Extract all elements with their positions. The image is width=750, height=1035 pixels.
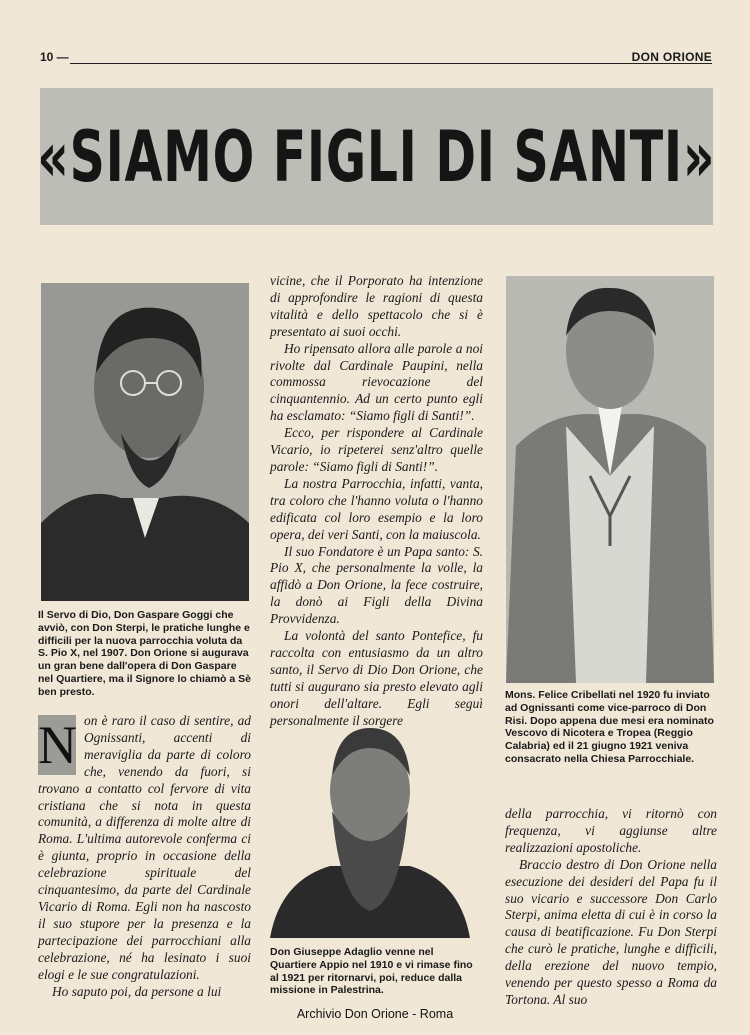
- caption-adaglio: Don Giuseppe Adaglio venne nel Quartiere Appio nel 1910 e vi rimase fino al 1921 per ritornarvi, poi, reduce dalla missione in Palestrina.: [270, 946, 473, 997]
- article-title: «SIAMO FIGLI DI SANTI»: [37, 115, 716, 198]
- portrait-goggi-image: [41, 283, 249, 601]
- publication-name: DON ORIONE: [631, 50, 712, 64]
- article-paragraph: Ho ripensato allora alle parole a noi rivolte dal Cardinale Paupini, nella commossa rievocazione del cinquantennio. Ad un certo punto egli ha esclamato: “Siamo figli di Santi!”.: [270, 340, 483, 424]
- photo-goggi: [41, 283, 249, 601]
- photo-cribellati: [506, 276, 714, 683]
- article-paragraph: della parrocchia, vi ritornò con frequenza, vi aggiunse altre realizzazioni apostoliche.: [505, 806, 717, 855]
- photo-adaglio: [270, 716, 470, 938]
- caption-cribellati: Mons. Felice Cribellati nel 1920 fu inviato ad Ognissanti come vice-parroco di Don Risi. Dopo appena due mesi era nominato Vescovo di Nicotera e Tropea (Reggio Calabria) ed il 21 giugno 1921 veniva consacrato nella Chiesa Parrocchiale.: [505, 689, 714, 765]
- article-paragraph: Ho saputo poi, da persone a lui: [52, 983, 222, 999]
- drop-cap: N: [38, 715, 77, 775]
- article-paragraph: vicine, che il Porporato ha intenzione di approfondire le ragioni di questa vitalità e dello spettacolo che si è presentato ai suoi occhi.: [270, 273, 483, 339]
- article-paragraph: La volontà del santo Pontefice, fu raccolta con entusiasmo da un altro santo, il Servo di Dio Don Orione, che tutti si augurano sia presto elevato agli onori dell'altare. Egli seguì personalmente il sorgere: [270, 628, 483, 728]
- header-rule: [70, 63, 712, 64]
- article-paragraph: on è raro il caso di sentire, ad Ognissanti, accenti di meraviglia da parte di coloro che, venendo da fuori, si trovano a contatto col fervore di vita cristiana che si nota in questa comunità, a differenza di molte altre di Roma. L'ultima autorevole conferma ci è giunta, proprio in occasione della celebrazione spirituale del cinquantesimo, da parte del Cardinale Vicario di Roma. Egli non ha nascosto il suo stupore per la presenza e la partecipazione dei parrocchiani alla celebrazione, né ha lesinato i suoi elogi e le sue congratulazioni.: [38, 713, 251, 982]
- article-paragraph: La nostra Parrocchia, infatti, vanta, tra coloro che l'hanno voluta o l'hanno edificata col loro esempio e la loro opera, dei veri Santi, con la maiuscola.: [270, 475, 483, 542]
- portrait-adaglio-image: [270, 716, 470, 938]
- article-paragraph: Braccio destro di Don Orione nella esecuzione dei desideri del Papa fu il suo vicario e successore Don Carlo Sterpi, anima eletta di cui è in corso la causa di beatificazione. Fu Don Sterpi che curò le pratiche, lunghe e difficili, della erezione del nuovo tempio, venendo per questo spesso a Roma da Tortona. Al suo: [505, 856, 717, 1007]
- article-column-3: [505, 806, 717, 1009]
- caption-goggi: Il Servo di Dio, Don Gaspare Goggi che avviò, con Don Sterpi, le pratiche lunghe e difficili per la nuova parrocchia voluta da S. Pio X, nel 1907. Don Orione si augurava un gran bene dall'opera di Don Gaspare nel Quartiere, ma il Signore lo chiamò a Sè ben presto.: [38, 609, 251, 698]
- article-column-1: [38, 713, 251, 1000]
- archive-credit: Archivio Don Orione - Roma: [296, 1007, 454, 1021]
- article-paragraph: Il suo Fondatore è un Papa santo: S. Pio X, che personalmente la volle, la affidò a Don Orione, la fece costruire, la donò ai Figli della Divina Provvidenza.: [270, 543, 483, 627]
- article-column-2: [270, 273, 483, 729]
- title-band: [37, 88, 716, 225]
- page-number: 10 —: [40, 50, 69, 64]
- article-paragraph: Ecco, per rispondere al Cardinale Vicario, io ripeterei senz'altro quelle parole: “Siamo figli di Santi!”.: [270, 425, 483, 474]
- portrait-cribellati-image: [506, 276, 714, 683]
